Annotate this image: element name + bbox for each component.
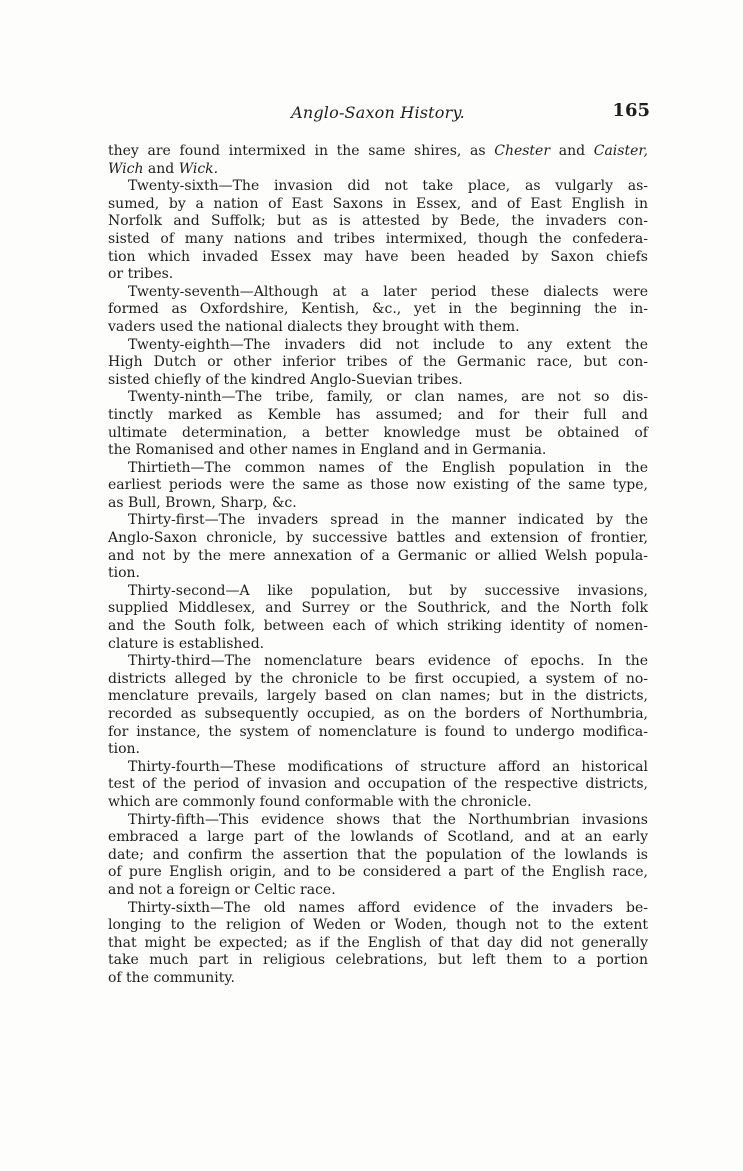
place-name-caister: Caister,	[593, 143, 648, 159]
text-line: Anglo-Saxon chronicle, by successive battles and extension of frontier,	[108, 530, 648, 547]
running-title: Anglo-Saxon History.	[291, 103, 465, 122]
text-line: supplied Middlesex, and Surrey or the Southrick, and the North folk	[108, 600, 648, 617]
text-line: Norfolk and Suffolk; but as is attested by Bede, the invaders con-	[108, 213, 648, 230]
text-line: and the South folk, between each of which striking identity of nomen-	[108, 618, 648, 635]
paragraph-thirty-fourth	[108, 759, 648, 812]
text-line: Thirty-fifth—This evidence shows that the Northumbrian invasions	[128, 811, 648, 828]
text-line: of the community.	[108, 969, 235, 986]
paragraph-continued	[108, 143, 648, 178]
text-line: date; and confirm the assertion that the population of the lowlands is	[108, 846, 648, 863]
text-line: the Romanised and other names in England and in Germania.	[108, 442, 547, 459]
text-line: sisted of many nations and tribes intermixed, though the confedera-	[108, 230, 648, 247]
text-line: and not a foreign or Celtic race.	[108, 881, 336, 898]
paragraph-thirtieth	[108, 460, 648, 513]
text-run: and	[550, 143, 594, 159]
paragraph-thirty-sixth	[108, 900, 648, 988]
text-line: Twenty-eighth—The invaders did not include to any extent the	[128, 336, 648, 353]
place-name-chester: Chester	[494, 143, 551, 159]
text-line: as Bull, Brown, Sharp, &c.	[108, 494, 297, 511]
text-line: tinctly marked as Kemble has assumed; and for their full and	[108, 406, 648, 423]
text-line: tion which invaded Essex may have been headed by Saxon chiefs	[108, 248, 648, 265]
text-line: Thirtieth—The common names of the English population in the	[128, 459, 648, 476]
text-line: Twenty-sixth—The invasion did not take place, as vulgarly as-	[128, 178, 648, 195]
paragraph-thirty-fifth	[108, 812, 648, 900]
running-head	[108, 100, 650, 129]
text-line: which are commonly found conformable with the chronicle.	[108, 793, 532, 810]
text-line: sisted chiefly of the kindred Anglo-Suevian tribes.	[108, 371, 463, 388]
text-line: embraced a large part of the lowlands of Scotland, and at an early	[108, 829, 648, 846]
text-line: menclature prevails, largely based on clan names; but in the districts,	[108, 688, 648, 705]
paragraph-twenty-seventh	[108, 284, 648, 337]
paragraph-twenty-ninth	[108, 389, 648, 459]
text-line	[108, 161, 648, 179]
text-line: sumed, by a nation of East Saxons in Essex, and of East English in	[108, 195, 648, 212]
body-text	[108, 143, 648, 988]
text-line: formed as Oxfordshire, Kentish, &c., yet in the beginning the in-	[108, 301, 648, 318]
text-line: districts alleged by the chronicle to be first occupied, a system of no-	[108, 670, 648, 687]
text-line: ultimate determination, a better knowledge must be obtained of	[108, 424, 648, 441]
page-number: 165	[612, 100, 650, 121]
text-line: Thirty-fourth—These modifications of structure afford an historical	[128, 758, 648, 775]
text-line: take much part in religious celebrations, but left them to a portion	[108, 952, 648, 969]
text-line: Twenty-ninth—The tribe, family, or clan names, are not so dis-	[128, 389, 648, 406]
text-line: recorded as subsequently occupied, as on the borders of Northumbria,	[108, 706, 648, 722]
paragraph-twenty-eighth	[108, 337, 648, 390]
text-line: Thirty-sixth—The old names afford evidence of the invaders be-	[128, 899, 648, 916]
place-name-wich: Wich	[108, 160, 144, 177]
text-line: and not by the mere annexation of a Germanic or allied Welsh popula-	[108, 547, 648, 564]
text-line: High Dutch or other inferior tribes of the Germanic race, but con-	[108, 354, 648, 371]
paragraph-twenty-sixth	[108, 178, 648, 284]
text-line: Thirty-third—The nomenclature bears evidence of epochs. In the	[128, 653, 648, 670]
text-line: clature is established.	[108, 635, 265, 652]
text-line: test of the period of invasion and occupation of the respective districts,	[108, 776, 648, 793]
text-line: Twenty-seventh—Although at a later period these dialects were	[128, 283, 648, 300]
place-name-wick: Wick.	[178, 160, 219, 177]
paragraph-thirty-third	[108, 653, 648, 759]
text-line: for instance, the system of nomenclature is found to undergo modifica-	[108, 723, 648, 740]
text-line: Thirty-second—A like population, but by successive invasions,	[128, 582, 648, 599]
text-line	[108, 143, 648, 161]
text-run: they are found intermixed in the same shires, as	[108, 143, 495, 159]
text-run: and	[143, 160, 179, 177]
text-line: tion.	[108, 741, 140, 758]
text-line: longing to the religion of Weden or Woden, though not to the extent	[108, 917, 648, 934]
text-line: that might be expected; as if the English of that day did not generally	[108, 934, 648, 951]
text-line: vaders used the national dialects they brought with them.	[108, 318, 520, 335]
text-line: Thirty-first—The invaders spread in the manner indicated by the	[128, 512, 648, 529]
text-line: of pure English origin, and to be considered a part of the English race,	[108, 864, 648, 881]
text-line: tion.	[108, 565, 140, 582]
text-line: earliest periods were the same as those now existing of the same type,	[108, 477, 648, 494]
paragraph-thirty-second	[108, 583, 648, 653]
text-line: or tribes.	[108, 266, 174, 283]
paragraph-thirty-first	[108, 512, 648, 582]
